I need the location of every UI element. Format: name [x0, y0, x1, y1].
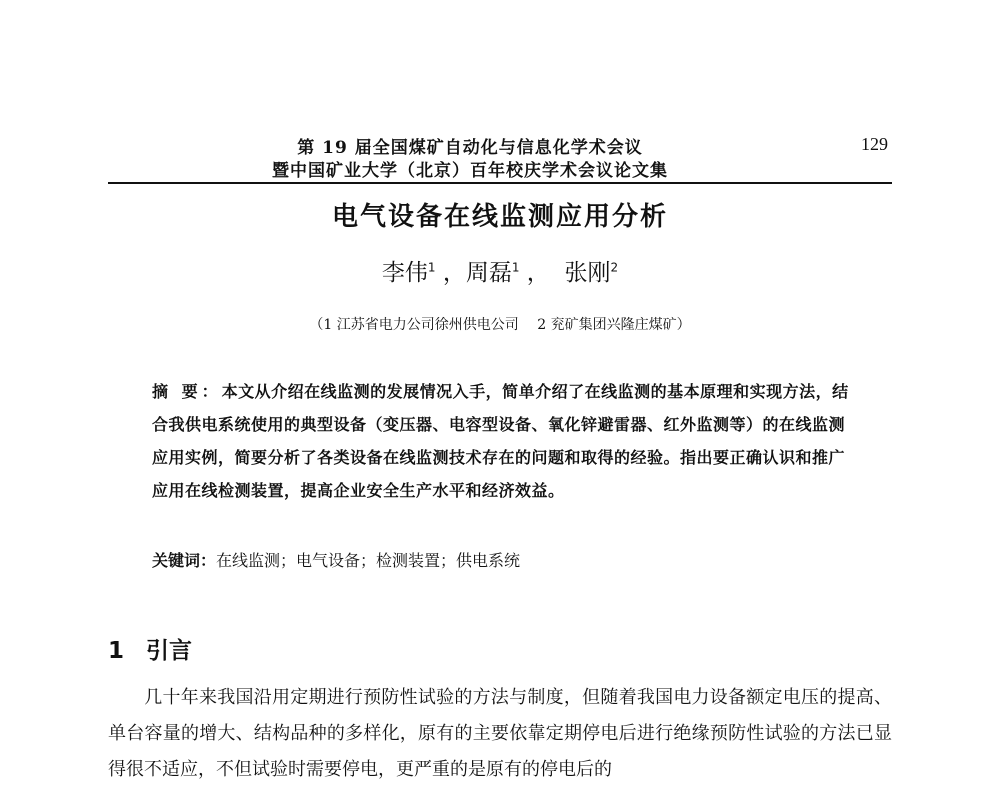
author-name: 李伟	[381, 260, 428, 286]
body-paragraph-text: 几十年来我国沿用定期进行预防性试验的方法与制度，但随着我国电力设备额定电压的提高、单台容量的增大、结构品种的多样化，原有的主要依靠定期停电后进行绝缘预防性试验的方法已显得很不适应，不但试验时需要停电，更严重的是原有的停电后的	[108, 687, 892, 780]
section-title: 引言	[146, 638, 193, 664]
body-paragraph	[108, 680, 892, 788]
author-name: 周磊	[465, 260, 512, 286]
affiliations: （1 江苏省电力公司徐州供电公司 2 兖矿集团兴隆庄煤矿）	[309, 317, 691, 333]
author-separator: ，	[435, 260, 466, 286]
paper-title: 电气设备在线监测应用分析	[331, 202, 668, 232]
abstract-label: 摘 要：	[152, 382, 222, 401]
keywords-label: 关键词：	[152, 551, 217, 570]
header-line2: 暨中国矿业大学（北京）百年校庆学术会议论文集	[272, 161, 668, 181]
section-number: 1	[108, 638, 125, 664]
author-separator: ，	[519, 260, 565, 286]
section-heading	[108, 632, 192, 665]
abstract	[152, 375, 852, 507]
page-number: 129	[861, 134, 888, 154]
header-line1: 第 19 届全国煤矿自动化与信息化学术会议	[297, 138, 643, 158]
author-list	[0, 254, 1000, 287]
author-affiliation-mark: 2	[610, 260, 619, 275]
author-affiliation-mark: 1	[511, 260, 520, 275]
header-rule	[108, 182, 892, 184]
abstract-text: 本文从介绍在线监测的发展情况入手，简单介绍了在线监测的基本原理和实现方法，结合我供电系统使用的典型设备（变压器、电容型设备、氧化锌避雷器、红外监测等）的在线监测应用实例，简要分析了各类设备在线监测技术存在的问题和取得的经验。指出要正确认识和推广应用在线检测装置，提高企业安全生产水平和经济效益。	[152, 382, 849, 500]
author-name: 张刚	[564, 260, 611, 286]
keywords	[152, 548, 852, 571]
keywords-text: 在线监测；电气设备；检测装置；供电系统	[216, 551, 521, 570]
author-affiliation-mark: 1	[427, 260, 436, 275]
